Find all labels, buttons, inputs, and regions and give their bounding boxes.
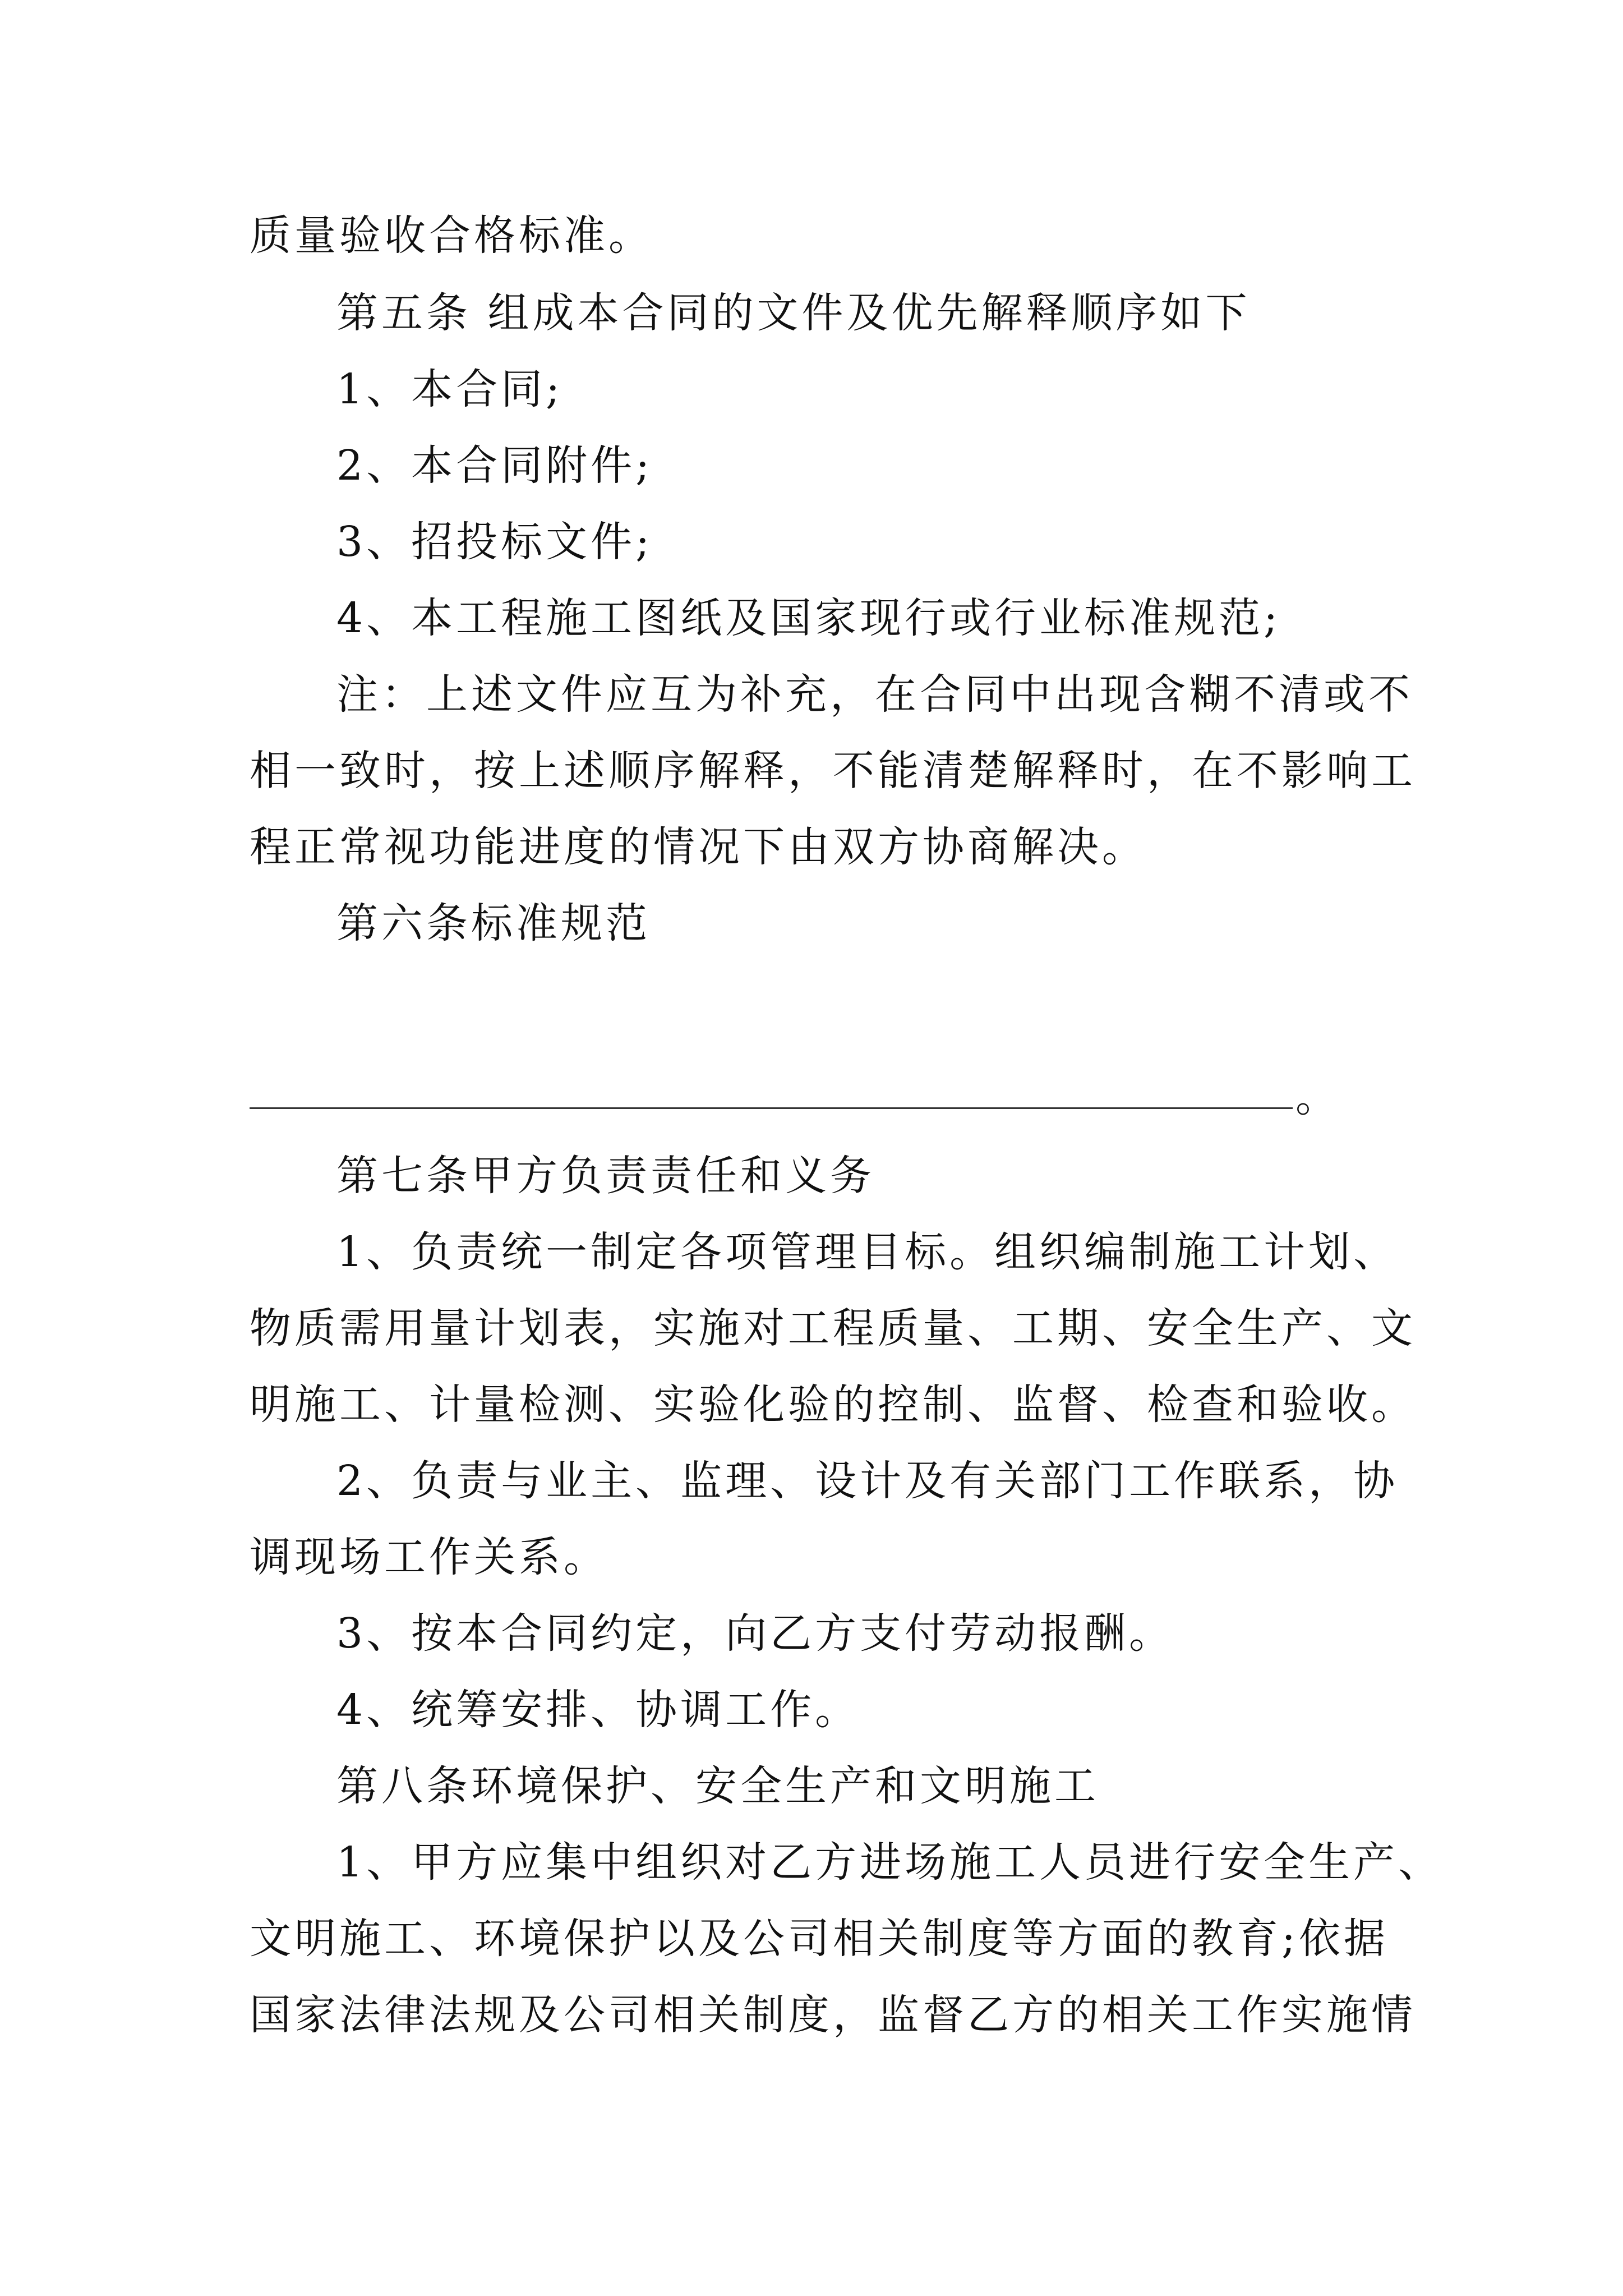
list-item: 2、本合同附件; — [336, 441, 653, 490]
list-item: 4、统筹安排、协调工作。 — [336, 1686, 860, 1734]
paragraph-line: 明施工、计量检测、实验化验的控制、监督、检查和验收。 — [250, 1381, 1416, 1429]
list-item: 1、负责统一制定各项管理目标。组织编制施工计划、 — [336, 1228, 1399, 1276]
list-item: 4、本工程施工图纸及国家现行或行业标准规范; — [336, 594, 1281, 642]
list-item: 3、按本合同约定，向乙方支付劳动报酬。 — [336, 1609, 1174, 1658]
paragraph-line: 文明施工、环境保护以及公司相关制度等方面的教育;依据 — [250, 1915, 1389, 1963]
paragraph-line: 质量验收合格标准。 — [250, 211, 653, 260]
article-heading: 第八条环境保护、安全生产和文明施工 — [336, 1762, 1099, 1810]
paragraph-line: 国家法律法规及公司相关制度，监督乙方的相关工作实施情 — [250, 1991, 1416, 2039]
article-heading: 第五条 组成本合同的文件及优先解释顺序如下 — [336, 289, 1251, 337]
paragraph-line: 注：上述文件应互为补充，在合同中出现含糊不清或不 — [336, 670, 1413, 719]
fill-in-blank-line — [250, 1107, 1293, 1109]
article-heading: 第六条标准规范 — [336, 899, 651, 947]
list-item: 3、招投标文件; — [336, 518, 653, 566]
list-item: 2、负责与业主、监理、设计及有关部门工作联系，协 — [336, 1457, 1399, 1505]
paragraph-line: 程正常视功能进度的情况下由双方协商解决。 — [250, 823, 1147, 871]
paragraph-line: 调现场工作关系。 — [250, 1533, 608, 1581]
article-heading: 第七条甲方负责责任和义务 — [336, 1152, 875, 1200]
paragraph-line: 相一致时，按上述顺序解释，不能清楚解释时，在不影响工 — [250, 747, 1416, 795]
paragraph-line: 物质需用量计划表，实施对工程质量、工期、安全生产、文 — [250, 1304, 1416, 1352]
blank-end-punctuation: 。 — [1295, 1073, 1337, 1121]
list-item: 1、甲方应集中组织对乙方进场施工人员进行安全生产、 — [336, 1838, 1444, 1887]
list-item: 1、本合同; — [336, 365, 564, 413]
